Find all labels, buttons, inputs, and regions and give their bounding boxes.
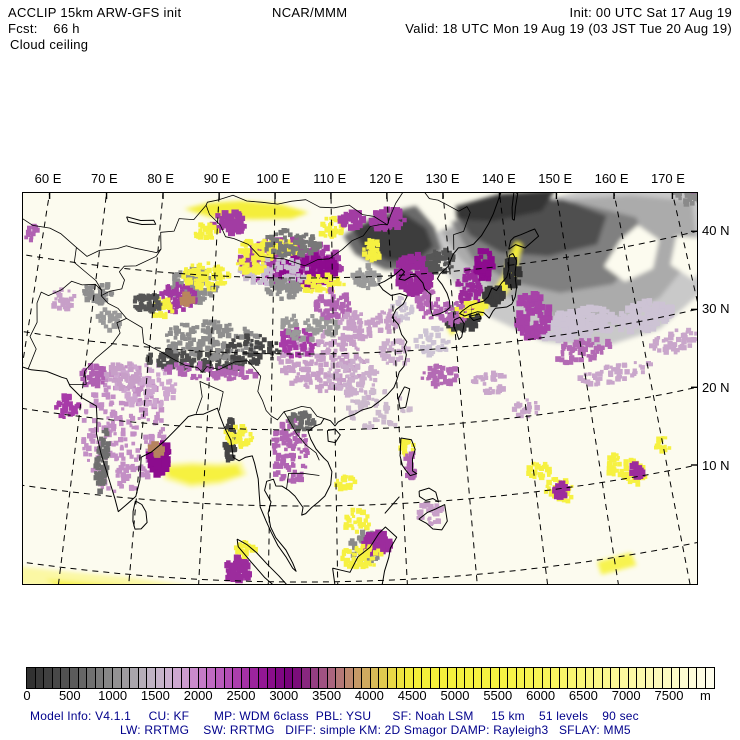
colorbar-cell [431,668,440,688]
lon-axis-label: 160 E [594,171,629,186]
colorbar-cell [388,668,397,688]
colorbar-cell [689,668,698,688]
colorbar-tick-label: 4000 [354,688,384,703]
colorbar-cell [122,668,131,688]
colorbar-cell [594,668,603,688]
colorbar-tick-label: 500 [58,688,81,703]
colorbar-cell [44,668,53,688]
colorbar-cell [697,668,706,688]
colorbar-cell [620,668,629,688]
colorbar-cell [268,668,277,688]
colorbar-cell [182,668,191,688]
colorbar-tick-label: 4500 [397,688,427,703]
colorbar-cell [302,668,311,688]
lon-axis-label: 140 E [481,171,516,186]
colorbar-cell [190,668,199,688]
colorbar-cell [534,668,543,688]
colorbar-cell [680,668,689,688]
colorbar-cell [70,668,79,688]
colorbar-tick-label: 0 [23,688,31,703]
colorbar-cell [199,668,208,688]
colorbar-cell [225,668,234,688]
colorbar-tick-label: 2500 [226,688,256,703]
colorbar-cell [414,668,423,688]
lon-axis-label: 170 E [650,171,685,186]
lat-axis-label: 20 N [702,380,730,395]
forecast-hour: Fcst: 66 h [8,21,80,36]
colorbar-tick-label: 1500 [140,688,170,703]
colorbar-tick-label: 1000 [98,688,128,703]
lat-axis-label: 10 N [702,458,730,473]
colorbar-cell [491,668,500,688]
colorbar-cell [706,668,714,688]
map-frame [22,192,698,585]
colorbar-cell [629,668,638,688]
colorbar-cell [79,668,88,688]
colorbar-cell [96,668,105,688]
colorbar-cell [165,668,174,688]
colorbar-tick-label: 3000 [269,688,299,703]
colorbar-cell [113,668,122,688]
colorbar-tick-label: 3500 [312,688,342,703]
colorbar-cell [319,668,328,688]
colorbar-unit: m [700,688,711,703]
colorbar-cell [517,668,526,688]
colorbar-cell [440,668,449,688]
lon-axis-label: 70 E [90,171,118,186]
cloud-ceiling-map [23,193,697,584]
colorbar-cell [465,668,474,688]
colorbar-cell [551,668,560,688]
colorbar-cell [560,668,569,688]
lon-axis-label: 80 E [147,171,175,186]
lon-axis-label: 130 E [425,171,460,186]
colorbar-cell [586,668,595,688]
colorbar-cell [53,668,62,688]
model-info-line2: LW: RRTMG SW: RRTMG DIFF: simple KM: 2D Smagor DAMP: Rayleigh3 SFLAY: MM5 [120,723,631,737]
colorbar-cell [311,668,320,688]
colorbar-cell [646,668,655,688]
colorbar-cell [87,668,96,688]
colorbar-cell [328,668,337,688]
lon-axis-label: 90 E [203,171,231,186]
colorbar-cell [354,668,363,688]
lon-axis-label: 110 E [313,171,347,186]
colorbar-tick-label: 6500 [568,688,598,703]
lat-axis-label: 30 N [702,301,730,316]
colorbar-cell [637,668,646,688]
colorbar-cell [233,668,242,688]
model-info-line1: Model Info: V4.1.1 CU: KF MP: WDM 6class PBL: YSU SF: Noah LSM 15 km 51 levels 90 sec [30,709,639,723]
lon-axis-label: 120 E [369,171,404,186]
field-name: Cloud ceiling [10,37,89,52]
colorbar-cell [27,668,36,688]
product-title: ACCLIP 15km ARW-GFS init [8,5,182,20]
colorbar-tick-label: 5500 [483,688,513,703]
colorbar-cell [568,668,577,688]
colorbar-cell [61,668,70,688]
colorbar-cell [285,668,294,688]
colorbar-cell [156,668,165,688]
colorbar-cell [130,668,139,688]
colorbar-cell [500,668,509,688]
colorbar-cell [250,668,259,688]
colorbar-cell [405,668,414,688]
lon-axis-label: 60 E [34,171,62,186]
init-time: Init: 00 UTC Sat 17 Aug 19 [569,5,732,20]
lon-axis-label: 100 E [256,171,291,186]
colorbar-tick-label: 2000 [183,688,213,703]
colorbar-cell [448,668,457,688]
colorbar-cell [611,668,620,688]
colorbar [26,667,715,689]
org-title: NCAR/MMM [272,5,348,20]
valid-time: Valid: 18 UTC Mon 19 Aug 19 (03 JST Tue 20 Aug 19) [405,21,732,36]
colorbar-cell [276,668,285,688]
colorbar-tick-label: 7000 [611,688,641,703]
colorbar-cell [422,668,431,688]
colorbar-cell [654,668,663,688]
colorbar-cell [577,668,586,688]
colorbar-cell [242,668,251,688]
colorbar-cell [139,668,148,688]
colorbar-cell [259,668,268,688]
colorbar-cell [525,668,534,688]
colorbar-cell [216,668,225,688]
colorbar-cell [362,668,371,688]
colorbar-cell [336,668,345,688]
colorbar-cell [104,668,113,688]
colorbar-cell [508,668,517,688]
colorbar-cell [371,668,380,688]
colorbar-cell [36,668,45,688]
colorbar-cell [474,668,483,688]
colorbar-tick-label: 6000 [526,688,556,703]
colorbar-cell [345,668,354,688]
colorbar-cell [173,668,182,688]
colorbar-tick-label: 7500 [654,688,684,703]
colorbar-tick-label: 5000 [440,688,470,703]
colorbar-cell [397,668,406,688]
colorbar-cell [672,668,681,688]
colorbar-cell [482,668,491,688]
colorbar-cell [543,668,552,688]
lat-axis-label: 40 N [702,223,730,238]
lon-axis-label: 150 E [538,171,573,186]
colorbar-cell [663,668,672,688]
colorbar-cell [603,668,612,688]
colorbar-cell [457,668,466,688]
colorbar-cell [293,668,302,688]
colorbar-cell [147,668,156,688]
colorbar-cell [207,668,216,688]
colorbar-cell [379,668,388,688]
